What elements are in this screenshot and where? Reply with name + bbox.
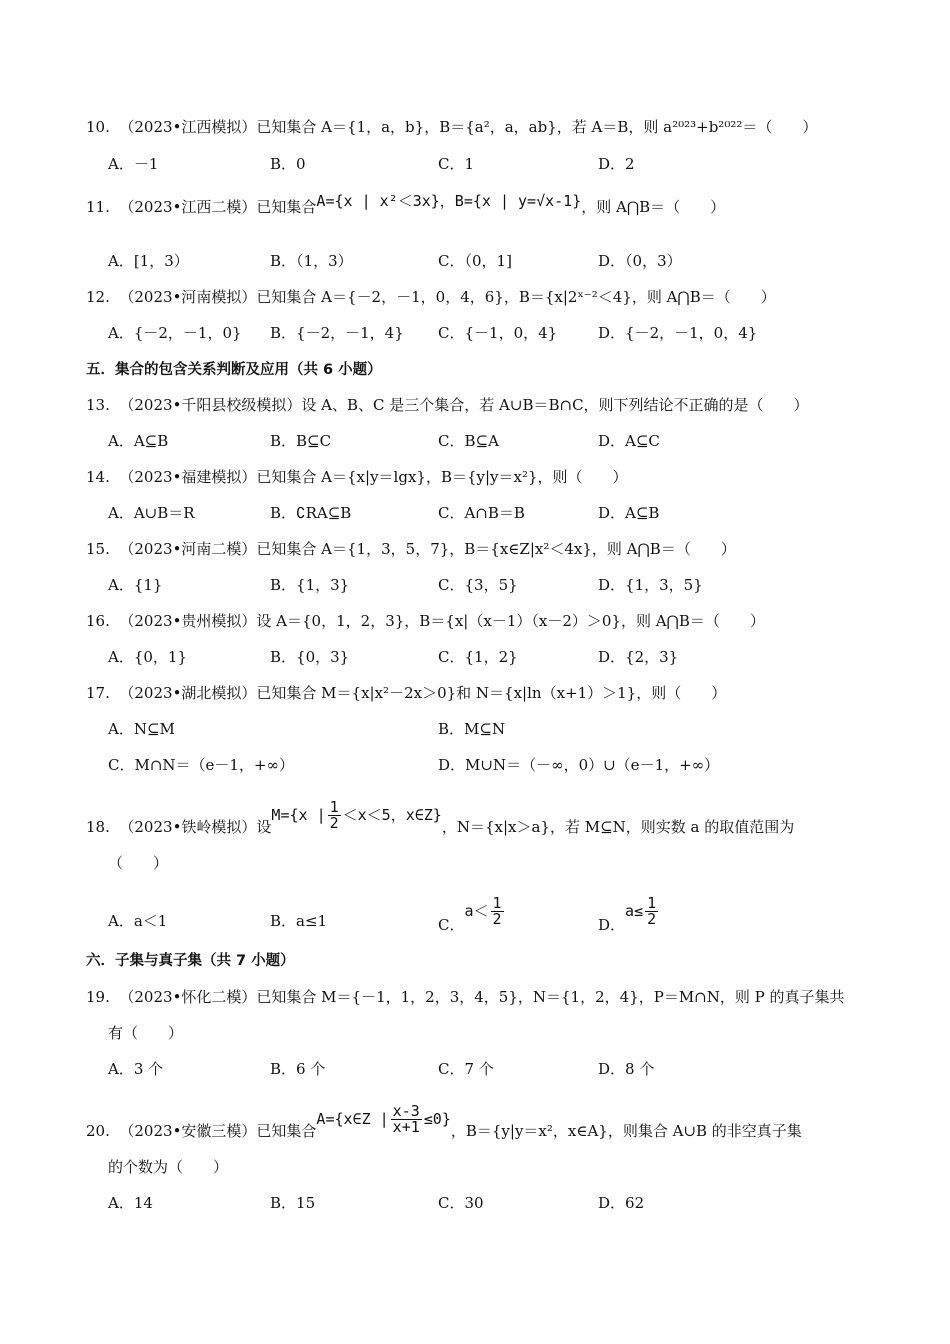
stem-prefix: 18. （2023•铁岭模拟）设 bbox=[86, 818, 272, 836]
option-d[interactable]: D．M∪N＝（－∞，0）∪（e－1，+∞） bbox=[438, 756, 720, 774]
stem-suffix: ，则 A⋂B＝（ ） bbox=[581, 198, 726, 216]
option-a[interactable]: A．N⊆M bbox=[108, 720, 175, 738]
option-c[interactable]: C．{1，2} bbox=[438, 648, 518, 666]
question-stem bbox=[86, 192, 726, 217]
option-c[interactable]: C．（0，1] bbox=[438, 252, 512, 270]
option-c[interactable]: C．1 bbox=[438, 155, 475, 173]
stem-suffix: ，N＝{x|x＞a}，若 M⊆N，则实数 a 的取值范围为 bbox=[441, 818, 795, 836]
question-stem bbox=[86, 1102, 802, 1147]
option-label: D． bbox=[598, 916, 626, 934]
option-a[interactable]: A．－1 bbox=[108, 155, 159, 173]
option-a[interactable]: A．[1，3） bbox=[108, 252, 189, 270]
question-continuation bbox=[0, 1156, 950, 1180]
option-d[interactable]: D．62 bbox=[598, 1194, 645, 1212]
options-row bbox=[0, 250, 950, 274]
fraction-denominator: 2 bbox=[329, 814, 339, 832]
fraction bbox=[645, 896, 658, 927]
option-b[interactable]: B．{1，3} bbox=[270, 576, 350, 594]
question-16 bbox=[0, 610, 950, 634]
question-20 bbox=[0, 1102, 950, 1140]
question-stem-cont: 的个数为（ ） bbox=[108, 1158, 229, 1176]
options-row bbox=[0, 754, 950, 778]
section-heading bbox=[0, 358, 950, 382]
question-11 bbox=[0, 192, 950, 220]
option-c[interactable] bbox=[438, 894, 506, 941]
formula-right: ≤0} bbox=[423, 1110, 451, 1128]
options-row bbox=[0, 646, 950, 670]
option-b[interactable]: B．6 个 bbox=[270, 1060, 326, 1078]
option-c[interactable]: C．{－1，0，4} bbox=[438, 324, 558, 342]
stem-prefix: 11. （2023•江西二模）已知集合 bbox=[86, 198, 317, 216]
option-a[interactable]: A．A∪B＝R bbox=[108, 504, 195, 522]
options-row bbox=[0, 322, 950, 346]
question-17 bbox=[0, 682, 950, 706]
formula-left: M={x | bbox=[271, 806, 326, 824]
fraction bbox=[391, 1104, 422, 1135]
question-stem bbox=[86, 798, 795, 843]
section-heading bbox=[0, 949, 950, 973]
option-d[interactable]: D．2 bbox=[598, 155, 635, 173]
question-continuation bbox=[0, 852, 950, 876]
option-c[interactable]: C．A∩B＝B bbox=[438, 504, 525, 522]
option-d[interactable]: D．（0，3） bbox=[598, 252, 682, 270]
option-c[interactable]: C．M∩N＝（e－1，+∞） bbox=[108, 756, 295, 774]
option-c[interactable]: C．B⊆A bbox=[438, 432, 499, 450]
option-b[interactable]: B．∁RA⊆B bbox=[270, 504, 352, 522]
fraction-denominator: 2 bbox=[647, 910, 657, 928]
option-b[interactable]: B．{－2，－1，4} bbox=[270, 324, 404, 342]
question-stem: 14. （2023•福建模拟）已知集合 A＝{x|y＝lgx}，B＝{y|y＝x²}，则（ ） bbox=[86, 468, 628, 486]
option-a[interactable]: A．{0，1} bbox=[108, 648, 188, 666]
options-row bbox=[0, 430, 950, 454]
fraction-numerator: 1 bbox=[492, 894, 502, 912]
section-title: 五．集合的包含关系判断及应用（共 6 小题） bbox=[86, 362, 382, 378]
question-stem-cont: 有（ ） bbox=[108, 1024, 184, 1042]
option-label: C． bbox=[438, 916, 465, 934]
question-stem: 10. （2023•江西模拟）已知集合 A＝{1，a，b}，B＝{a²，a，ab}，若 A＝B，则 a²⁰²³+b²⁰²²＝（ ） bbox=[86, 118, 818, 136]
fraction-denominator: 2 bbox=[492, 910, 502, 928]
option-b[interactable]: B．a≤1 bbox=[270, 912, 328, 930]
question-18 bbox=[0, 798, 950, 836]
options-row bbox=[0, 153, 950, 177]
formula-image bbox=[464, 896, 505, 927]
formula-right: ＜x＜5，x∈Z} bbox=[342, 806, 442, 824]
formula-left: a＜ bbox=[464, 902, 489, 920]
formula-image bbox=[625, 896, 660, 927]
option-a[interactable]: A．3 个 bbox=[108, 1060, 164, 1078]
fraction bbox=[328, 800, 341, 831]
question-12 bbox=[0, 286, 950, 310]
question-stem: 13. （2023•千阳县校级模拟）设 A、B、C 是三个集合，若 A∪B＝B∩C，则下列结论不正确的是（ ） bbox=[86, 396, 809, 414]
fraction-denominator: x+1 bbox=[392, 1118, 420, 1136]
question-stem: 12. （2023•河南模拟）已知集合 A＝{－2，－1，0，4，6}，B＝{x|2ˣ⁻²＜4}，则 A⋂B＝（ ） bbox=[86, 288, 776, 306]
stem-suffix: ，B＝{y|y＝x²，x∈A}，则集合 A∪B 的非空真子集 bbox=[450, 1122, 802, 1140]
option-b[interactable]: B．（1，3） bbox=[270, 252, 353, 270]
question-10 bbox=[0, 116, 950, 140]
formula-image: A={x | x²＜3x}，B={x | y=√x-1} bbox=[316, 192, 582, 210]
option-b[interactable]: B．B⊆C bbox=[270, 432, 332, 450]
option-b[interactable]: B．M⊆N bbox=[438, 720, 506, 738]
option-d[interactable] bbox=[598, 894, 660, 941]
options-row bbox=[0, 718, 950, 742]
question-15 bbox=[0, 538, 950, 562]
fraction-numerator: 1 bbox=[647, 894, 657, 912]
option-a[interactable]: A．{1} bbox=[108, 576, 163, 594]
formula-image bbox=[316, 1104, 450, 1135]
fraction bbox=[491, 896, 504, 927]
stem-prefix: 20. （2023•安徽三模）已知集合 bbox=[86, 1122, 317, 1140]
section-title: 六．子集与真子集（共 7 小题） bbox=[86, 953, 295, 969]
options-row bbox=[0, 502, 950, 526]
options-row bbox=[0, 1192, 950, 1216]
formula-left: A={x∈Z | bbox=[316, 1110, 389, 1128]
option-d[interactable]: D．A⊆B bbox=[598, 504, 660, 522]
option-d[interactable]: D．8 个 bbox=[598, 1060, 655, 1078]
question-13 bbox=[0, 394, 950, 418]
option-a[interactable]: A．a＜1 bbox=[108, 912, 168, 930]
option-c[interactable]: C．7 个 bbox=[438, 1060, 494, 1078]
option-b[interactable]: B．15 bbox=[270, 1194, 316, 1212]
question-14 bbox=[0, 466, 950, 490]
options-row bbox=[0, 1058, 950, 1082]
question-stem: 19. （2023•怀化二模）已知集合 M＝{－1，1，2，3，4，5}，N＝{1，2，4}，P＝M∩N，则 P 的真子集共 bbox=[86, 988, 845, 1006]
question-19 bbox=[0, 986, 950, 1010]
question-stem-cont: （ ） bbox=[108, 854, 169, 872]
option-c[interactable]: C．30 bbox=[438, 1194, 484, 1212]
fraction-numerator: 1 bbox=[329, 798, 339, 816]
options-row bbox=[0, 894, 950, 934]
option-d[interactable]: D．A⊆C bbox=[598, 432, 660, 450]
option-a[interactable]: A．{－2，－1，0} bbox=[108, 324, 242, 342]
options-row bbox=[0, 574, 950, 598]
option-d[interactable]: D．{－2，－1，0，4} bbox=[598, 324, 758, 342]
option-d[interactable]: D．{2，3} bbox=[598, 648, 679, 666]
option-b[interactable]: B．{0，3} bbox=[270, 648, 350, 666]
formula-image bbox=[271, 800, 441, 831]
option-a[interactable]: A．A⊆B bbox=[108, 432, 169, 450]
option-b[interactable]: B．0 bbox=[270, 155, 306, 173]
fraction-numerator: x-3 bbox=[392, 1102, 420, 1120]
question-stem: 17. （2023•湖北模拟）已知集合 M＝{x|x²－2x＞0}和 N＝{x|ln（x+1）＞1}，则（ ） bbox=[86, 684, 727, 702]
option-c[interactable]: C．{3，5} bbox=[438, 576, 518, 594]
question-continuation bbox=[0, 1022, 950, 1046]
question-stem: 16. （2023•贵州模拟）设 A＝{0，1，2，3}，B＝{x|（x－1）（x－2）＞0}，则 A⋂B＝（ ） bbox=[86, 612, 765, 630]
question-stem: 15. （2023•河南二模）已知集合 A＝{1，3，5，7}，B＝{x∈Z|x²＜4x}，则 A⋂B＝（ ） bbox=[86, 540, 736, 558]
option-a[interactable]: A．14 bbox=[108, 1194, 153, 1212]
option-d[interactable]: D．{1，3，5} bbox=[598, 576, 703, 594]
formula-left: a≤ bbox=[625, 902, 644, 920]
